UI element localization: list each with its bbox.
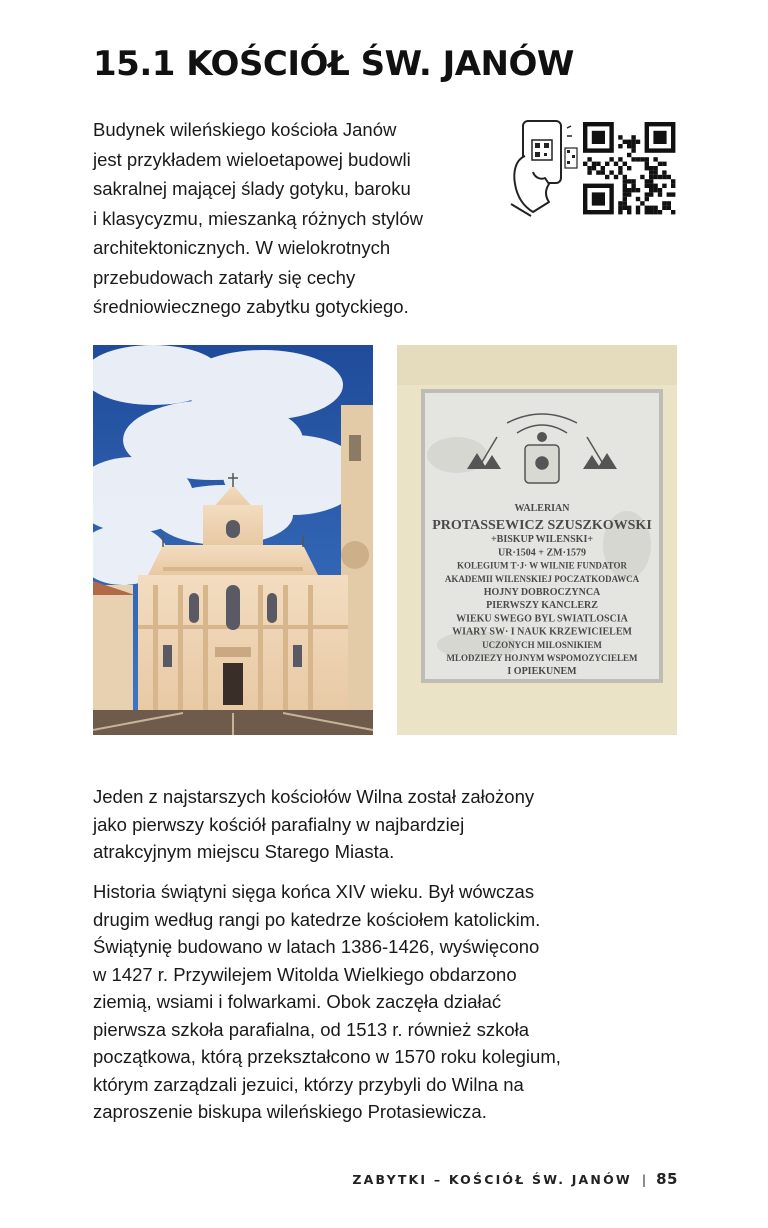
plaque-line: KOLEGIUM T·J· W WILNIE FUNDATOR bbox=[456, 560, 628, 571]
text-line: Jeden z najstarszych kościołów Wilna został założony bbox=[93, 786, 535, 807]
page-footer bbox=[352, 1170, 678, 1188]
text-line: ziemią, wsiami i folwarkami. Obok zaczęła działać bbox=[93, 991, 502, 1012]
intro-line: sakralnej mającej ślady gotyku, baroku bbox=[93, 178, 411, 199]
intro-paragraph bbox=[93, 115, 493, 322]
qr-code-icon bbox=[583, 122, 675, 214]
plaque-line: MLODZIEZY HOJNYM WSPOMOZYCIELEM bbox=[446, 653, 638, 663]
plaque-line: WALERIAN bbox=[514, 503, 570, 514]
plaque-line: UCZONYCH MILOSNIKIEM bbox=[482, 639, 602, 650]
intro-line: Budynek wileńskiego kościoła Janów bbox=[93, 119, 397, 140]
text-line: atrakcyjnym miejscu Starego Miasta. bbox=[93, 841, 395, 862]
footer-section: ZABYTKI – KOŚCIÓŁ ŚW. JANÓW bbox=[352, 1172, 632, 1187]
plaque-line: WIEKU SWEGO BYL SWIATLOSCIA bbox=[456, 613, 628, 625]
text-line: jako pierwszy kościół parafialny w najbardziej bbox=[93, 813, 465, 835]
text-line: pierwsza szkoła parafialna, od 1513 r. również szkoła bbox=[93, 1018, 530, 1040]
plaque-line: AKADEMII WILENSKIEJ POCZATKODAWCA bbox=[444, 573, 640, 584]
plaque-line: HOJNY DOBROCZYNCA bbox=[483, 587, 601, 598]
text-line: zaproszenie biskupa wileńskiego Protasiewicza. bbox=[93, 1101, 487, 1122]
intro-line: przebudowach zatarły się cechy bbox=[93, 266, 356, 288]
church-photo bbox=[93, 345, 373, 735]
plaque-line: UR·1504 + ZM·1579 bbox=[498, 547, 586, 559]
plaque-line: WIARY SW· I NAUK KRZEWICIELEM bbox=[452, 626, 632, 638]
plaque-photo bbox=[397, 345, 677, 735]
text-line: Świątynię budowano w latach 1386-1426, wyświęcono bbox=[93, 936, 540, 957]
hand-scanning-qr-icon bbox=[505, 118, 683, 218]
text-line: w 1427 r. Przywilejem Witolda Wielkiego obdarzono bbox=[93, 963, 517, 985]
footer-separator: | bbox=[641, 1172, 647, 1187]
plaque-line: PIERWSZY KANCLERZ bbox=[486, 600, 598, 612]
text-line: początkowa, którą przekształcono w 1570 roku kolegium, bbox=[93, 1046, 561, 1067]
paragraph-1 bbox=[93, 783, 534, 866]
plaque-line: PROTASSEWICZ SZUSZKOWSKI bbox=[432, 518, 652, 533]
intro-line: i klasycyzmu, mieszanką różnych stylów bbox=[93, 207, 424, 229]
text-line: drugim według rangi po katedrze kościołem katolickim. bbox=[93, 908, 541, 930]
text-line: którym zarządzali jezuici, którzy przybyli do Wilna na bbox=[93, 1073, 524, 1095]
intro-line: średniowiecznego zabytku gotyckiego. bbox=[93, 296, 409, 317]
intro-line: architektonicznych. W wielokrotnych bbox=[93, 237, 391, 258]
page-title: 15.1 KOŚCIÓŁ ŚW. JANÓW bbox=[93, 44, 574, 84]
plaque-line: I OPIEKUNEM bbox=[507, 666, 577, 678]
qr-block[interactable] bbox=[505, 118, 683, 218]
text-line: Historia świątyni sięga końca XIV wieku. Był wówczas bbox=[93, 881, 535, 902]
paragraph-2 bbox=[93, 878, 561, 1126]
plaque-line: +BISKUP WILENSKI+ bbox=[490, 534, 594, 546]
intro-line: jest przykładem wieloetapowej budowli bbox=[93, 148, 411, 170]
page-number: 85 bbox=[656, 1170, 678, 1188]
